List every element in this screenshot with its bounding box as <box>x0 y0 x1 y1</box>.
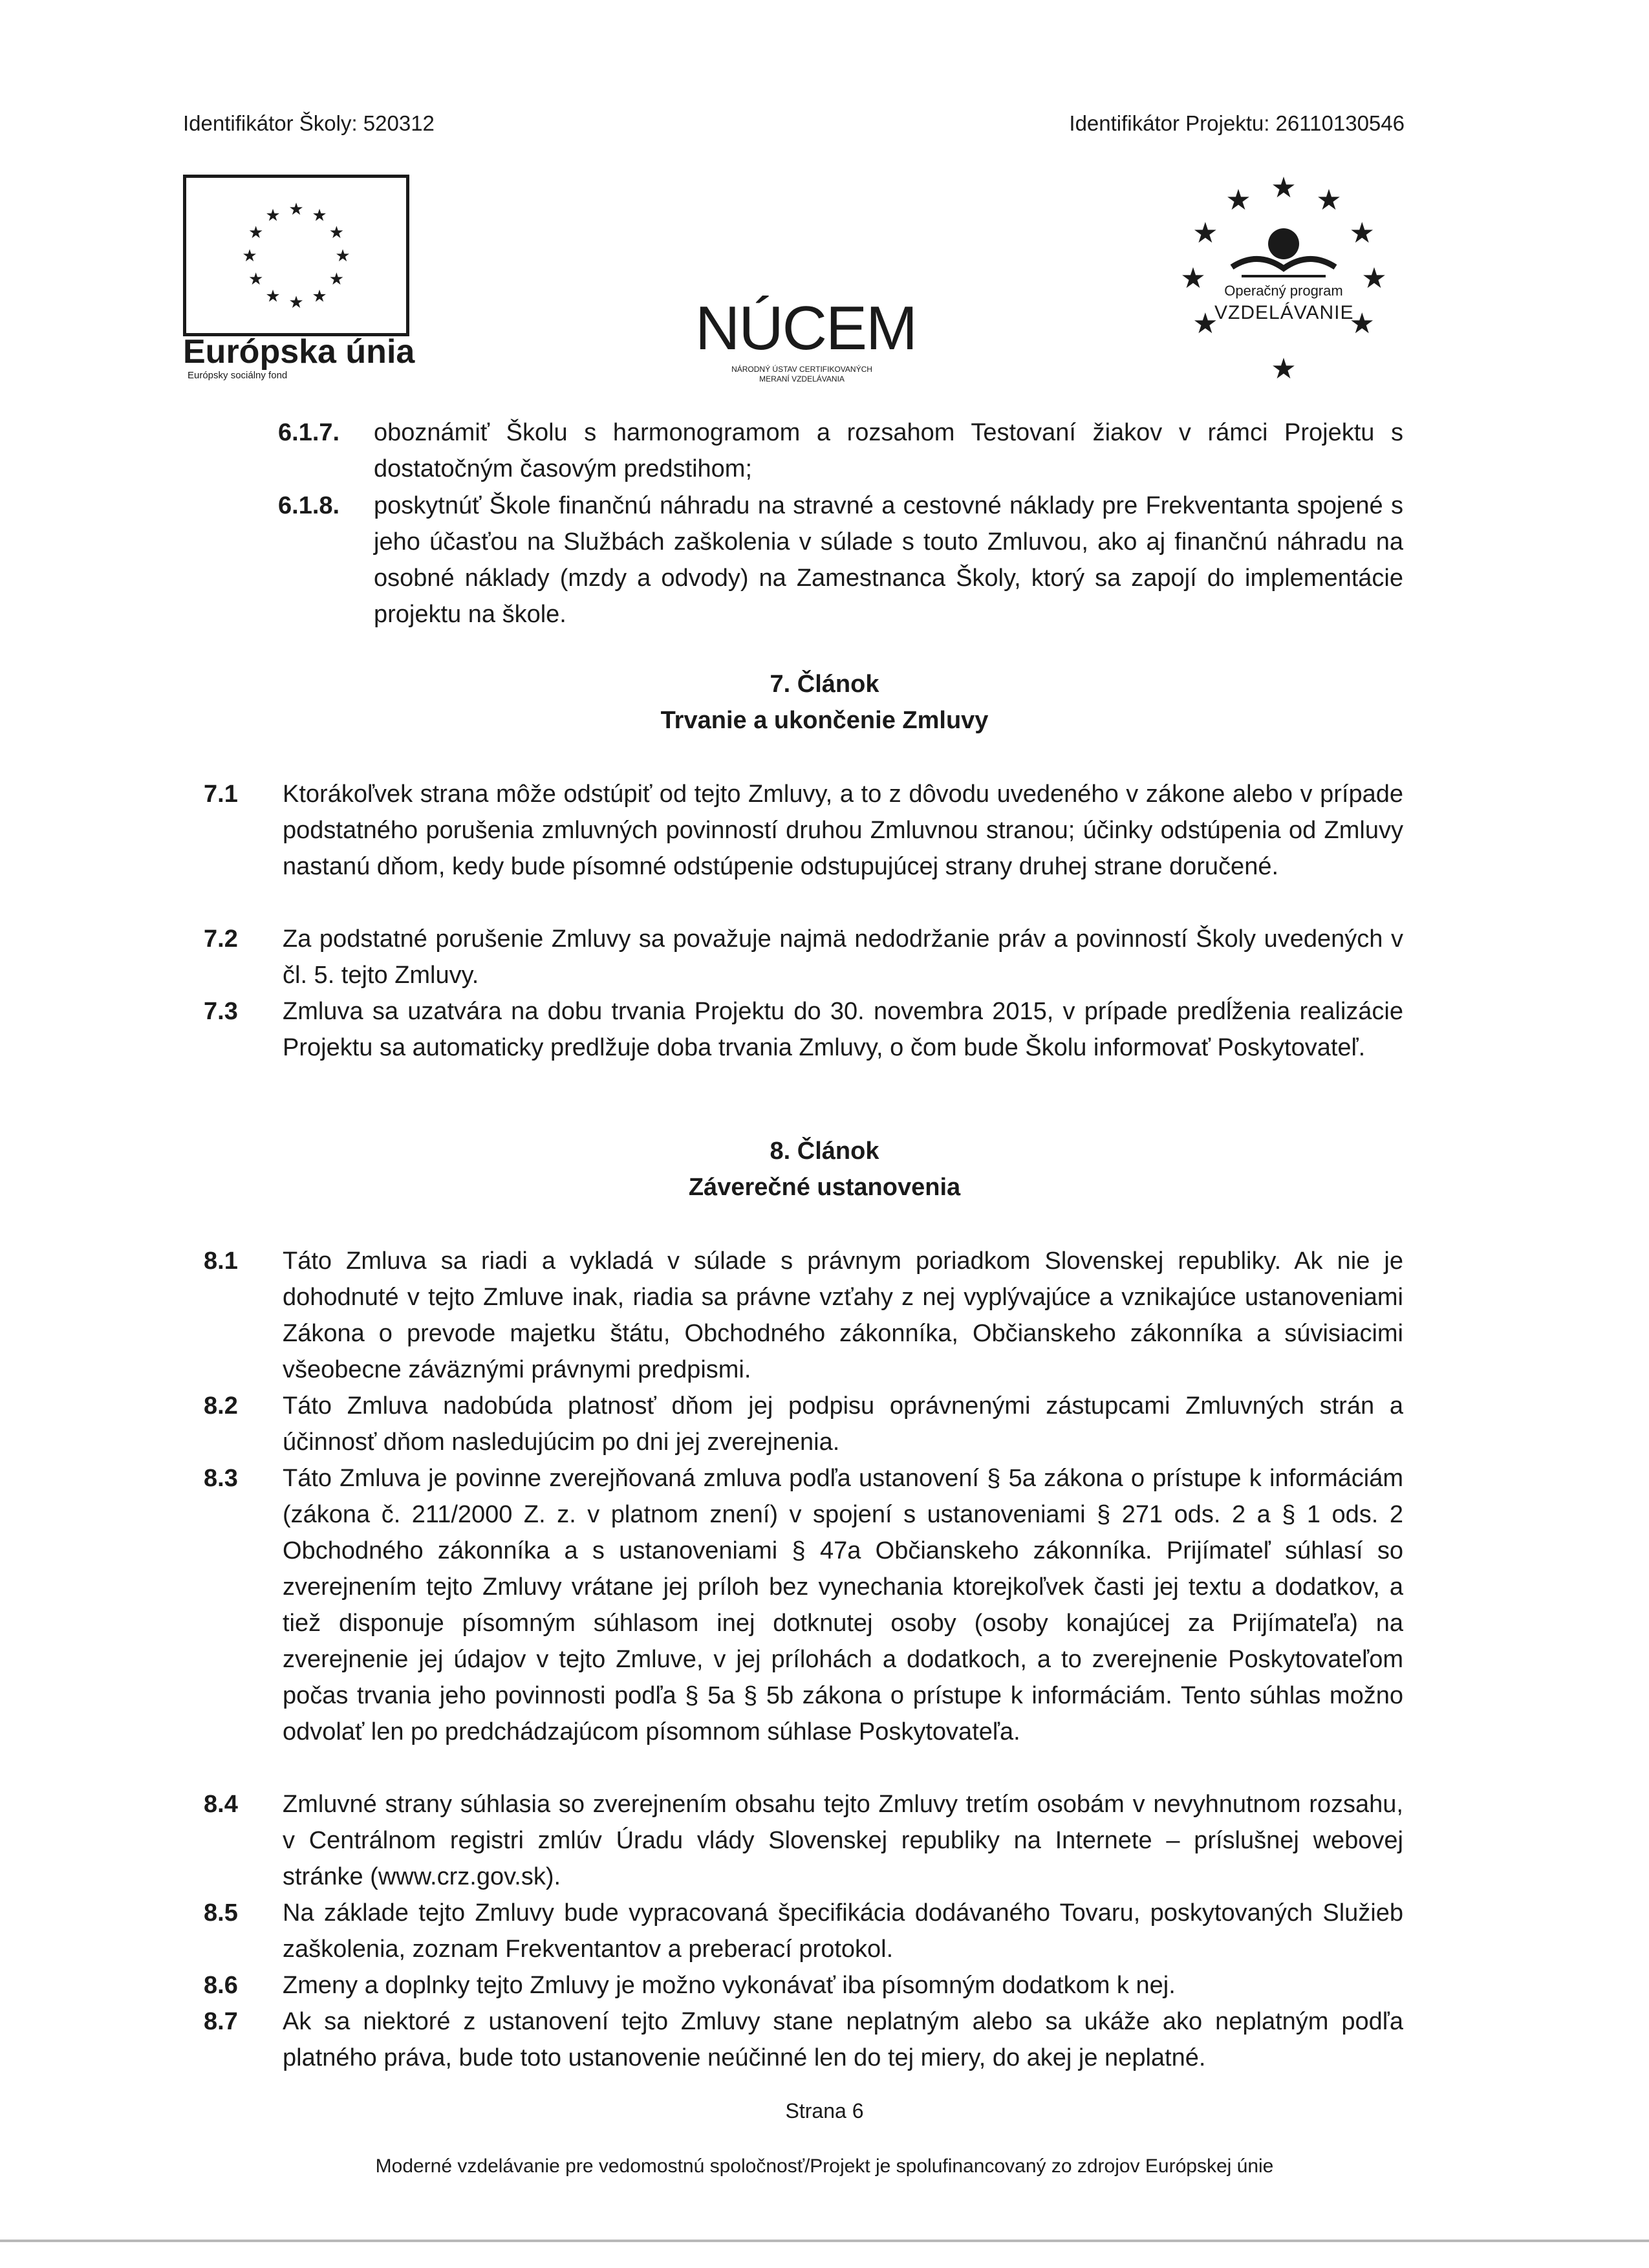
star-icon: ★ <box>329 223 345 243</box>
eu-subtitle: Európsky sociálny fond <box>188 370 288 381</box>
clause-number: 7.1 <box>204 781 238 808</box>
footer-text: Moderné vzdelávanie pre vedomostnú spoločnosť/Projekt je spolufinancovaný zo zdrojov Európskej únie <box>375 2155 1274 2177</box>
clause-number: 8.1 <box>204 1247 238 1275</box>
star-icon: ★ <box>329 270 345 289</box>
article-7-title: Trvanie a ukončenie Zmluvy <box>660 707 989 734</box>
clause-7-2-text: Za podstatné porušenie Zmluvy sa považuje najmä nedodržanie práv a povinností Školy uvedených v čl. 5. tejto Zmluvy. <box>283 925 1403 989</box>
eu-title: Európska únia <box>183 333 415 371</box>
star-icon: ★ <box>312 206 327 226</box>
clause-number: 8.3 <box>204 1465 238 1492</box>
clause-8-5-text: Na základe tejto Zmluvy bude vypracovaná špecifikácia dodávaného Tovaru, poskytovaných Služieb zaškolenia, zoznam Frekventantov a preberací protokol. <box>283 1899 1403 1963</box>
nucem-subtitle-line2: MERANÍ VZDELÁVANIA <box>759 374 845 383</box>
star-icon: ★ <box>265 206 281 226</box>
star-icon: ★ <box>1192 307 1218 340</box>
project-identifier: Identifikátor Projektu: 26110130546 <box>1069 111 1405 135</box>
star-icon: ★ <box>288 200 304 219</box>
clause-7-1-text: Ktorákoľvek strana môže odstúpiť od tejto Zmluvy, a to z dôvodu uvedeného v zákone alebo v prípade podstatného porušenia zmluvných povinností druhou Zmluvnou stranou; účinky odstúpenia od Zmluvy nastanú dňom, kedy bude písomné odstúpenie odstupujúcej strany druhej strane doručené. <box>283 781 1403 880</box>
op-vzdelavanie-logo <box>1177 171 1390 385</box>
clause-7-3-text: Zmluva sa uzatvára na dobu trvania Projektu do 30. novembra 2015, v prípade predĺženia realizácie Projektu sa automaticky predlžuje doba trvania Zmluvy, o čom bude Školu informovať Poskytovateľ. <box>283 998 1403 1061</box>
clause-number: 8.7 <box>204 2008 238 2035</box>
star-icon: ★ <box>335 246 350 266</box>
clause-8-6-text: Zmeny a doplnky tejto Zmluvy je možno vykonávať iba písomným dodatkom k nej. <box>283 1972 1176 1999</box>
clause-number: 8.6 <box>204 1972 238 1999</box>
clause-number: 8.2 <box>204 1392 238 1420</box>
scan-edge-line <box>0 2240 1649 2242</box>
op-book-icon <box>1232 259 1335 268</box>
school-identifier: Identifikátor Školy: 520312 <box>183 111 435 135</box>
page-number: Strana 6 <box>785 2099 864 2122</box>
star-icon: ★ <box>1349 217 1375 250</box>
article-8-number: 8. Článok <box>770 1138 879 1165</box>
star-icon: ★ <box>1316 183 1342 217</box>
star-icon: ★ <box>1271 171 1297 204</box>
clause-number: 8.5 <box>204 1899 238 1927</box>
star-icon: ★ <box>265 286 281 307</box>
clause-number: 7.2 <box>204 925 238 953</box>
star-icon: ★ <box>1361 262 1387 295</box>
star-icon: ★ <box>1349 307 1375 340</box>
section-6-1-7-text: oboznámiť Školu s harmonogramom a rozsahom Testovaní žiakov v rámci Projektu s dostatočným časovým predstihom; <box>374 419 1403 482</box>
section-number: 6.1.8. <box>278 492 340 519</box>
clause-8-4-text: Zmluvné strany súhlasia so zverejnením obsahu tejto Zmluvy tretím osobám v nevyhnutnom rozsahu, v Centrálnom registri zmlúv Úradu vlády Slovenskej republiky na Internete – príslušnej webovej stránke (www.crz.gov.sk). <box>283 1791 1403 1890</box>
clause-8-1-text: Táto Zmluva sa riadi a vykladá v súlade s právnym poriadkom Slovenskej republiky. Ak nie je dohodnuté v tejto Zmluve inak, riadia sa právne vzťahy z nej vyplývajúce a vznikajúce ustanoveniami Zákona o prevode majetku štátu, Obchodného zákonníka, Občianskeho zákonníka a súvisiacimi všeobecne záväznými právnymi predpismi. <box>283 1247 1403 1383</box>
section-6-1-8-text: poskytnúť Škole finančnú náhradu na stravné a cestovné náklady pre Frekventanta spojené s jeho účasťou na Službách zaškolenia v súlade s touto Zmluvou, ako aj finančnú náhradu na osobné náklady (mzdy a odvody) na Zamestnanca Školy, ktorý sa zapojí do implementácie projektu na škole. <box>374 492 1403 628</box>
nucem-name: NÚCEM <box>695 294 916 363</box>
star-icon: ★ <box>1180 262 1206 295</box>
article-7-number: 7. Článok <box>770 671 879 698</box>
article-8-title: Záverečné ustanovenia <box>688 1174 961 1201</box>
nucem-subtitle-line1: NÁRODNÝ ÚSTAV CERTIFIKOVANÝCH <box>731 365 872 374</box>
clause-number: 8.4 <box>204 1791 238 1818</box>
star-icon: ★ <box>242 246 257 266</box>
eu-stars-icon <box>186 178 406 333</box>
section-number: 6.1.7. <box>278 419 340 446</box>
eu-flag-logo <box>183 175 409 336</box>
star-icon: ★ <box>288 293 304 312</box>
star-icon: ★ <box>248 270 264 289</box>
clause-8-2-text: Táto Zmluva nadobúda platnosť dňom jej podpisu oprávnenými zástupcami Zmluvných strán a účinnosť dňom nasledujúcim po dni jej zverejnenia. <box>283 1392 1403 1456</box>
op-head-icon <box>1268 228 1299 259</box>
clause-number: 7.3 <box>204 998 238 1025</box>
star-icon: ★ <box>1192 217 1218 250</box>
star-icon: ★ <box>312 286 327 307</box>
op-label-line1: Operačný program <box>1224 283 1343 299</box>
star-icon: ★ <box>1225 183 1251 217</box>
op-label-line2: VZDELÁVANIE <box>1214 302 1354 323</box>
nucem-logo <box>695 294 916 384</box>
clause-8-7-text: Ak sa niektoré z ustanovení tejto Zmluvy stane neplatným alebo sa ukáže ako neplatným podľa platného práva, bude toto ustanovenie neúčinné len do tej miery, do akej je neplatné. <box>283 2008 1403 2071</box>
star-icon: ★ <box>1271 352 1297 385</box>
clause-8-3-text: Táto Zmluva je povinne zverejňovaná zmluva podľa ustanovení § 5a zákona o prístupe k informáciám (zákona č. 211/2000 Z. z. v platnom znení) v spojení s ustanoveniami § 271 ods. 2 a § 1 ods. 2 Obchodného zákonníka a s ustanoveniami § 47a Občianskeho zákonníka. Prijímateľ súhlasí so zverejnením tejto Zmluvy vrátane jej príloh bez vynechania ktorejkoľvek časti jej textu a dodatkov, a tiež disponuje písomným súhlasom inej dotknutej osoby (osoby konajúcej za Prijímateľa) na zverejnenie jej údajov v tejto Zmluve, v jej prílohách a dodatkoch, a to zverejnenie Poskytovateľom počas trvania jeho povinnosti podľa § 5a § 5b zákona o prístupe k informáciám. Tento súhlas možno odvolať len po predchádzajúcom písomnom súhlase Poskytovateľa. <box>283 1465 1403 1745</box>
star-icon: ★ <box>248 223 264 243</box>
